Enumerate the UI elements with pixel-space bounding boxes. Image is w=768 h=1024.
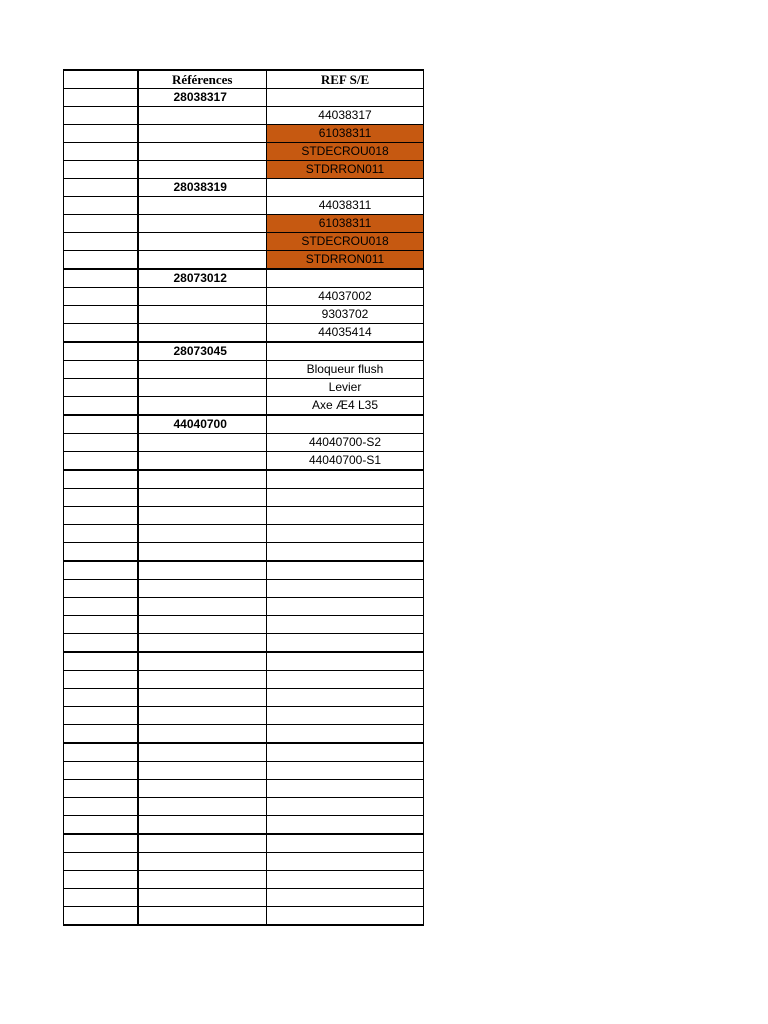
cell-index xyxy=(64,179,138,197)
cell-reference xyxy=(138,233,267,251)
table-row xyxy=(64,561,424,580)
cell-reference xyxy=(138,143,267,161)
table-row xyxy=(64,853,424,871)
cell-reference xyxy=(138,871,267,889)
cell-reference xyxy=(138,507,267,525)
cell-ref-se xyxy=(267,598,424,616)
cell-reference xyxy=(138,489,267,507)
cell-index xyxy=(64,324,138,343)
cell-index xyxy=(64,834,138,853)
cell-ref-se xyxy=(267,580,424,598)
table-row xyxy=(64,871,424,889)
table-row xyxy=(64,125,424,143)
table-row xyxy=(64,489,424,507)
cell-reference xyxy=(138,598,267,616)
cell-index xyxy=(64,598,138,616)
cell-index xyxy=(64,561,138,580)
cell-reference xyxy=(138,288,267,306)
table-row xyxy=(64,452,424,471)
cell-index xyxy=(64,762,138,780)
cell-index xyxy=(64,452,138,471)
cell-reference xyxy=(138,452,267,471)
table-row xyxy=(64,434,424,452)
cell-index xyxy=(64,871,138,889)
cell-ref-se xyxy=(267,269,424,288)
table-row xyxy=(64,743,424,762)
cell-ref-se xyxy=(267,561,424,580)
table-row xyxy=(64,215,424,233)
cell-index xyxy=(64,215,138,233)
cell-index xyxy=(64,907,138,926)
table-row xyxy=(64,671,424,689)
cell-reference: 44040700 xyxy=(138,415,267,434)
table-row xyxy=(64,324,424,343)
cell-ref-se: STDRRON011 xyxy=(267,161,424,179)
cell-ref-se: 44040700-S1 xyxy=(267,452,424,471)
cell-index xyxy=(64,197,138,215)
cell-index xyxy=(64,397,138,416)
table-row xyxy=(64,342,424,361)
cell-index xyxy=(64,616,138,634)
cell-ref-se xyxy=(267,762,424,780)
cell-ref-se xyxy=(267,798,424,816)
cell-reference xyxy=(138,525,267,543)
table-row xyxy=(64,525,424,543)
table-row xyxy=(64,470,424,489)
table-row xyxy=(64,288,424,306)
cell-ref-se xyxy=(267,871,424,889)
cell-ref-se xyxy=(267,907,424,926)
cell-ref-se xyxy=(267,707,424,725)
table-row xyxy=(64,197,424,215)
table-row xyxy=(64,397,424,416)
header-cell-ref-se: REF S/E xyxy=(267,70,424,89)
cell-index xyxy=(64,107,138,125)
header-cell-blank xyxy=(64,70,138,89)
cell-reference: 28073012 xyxy=(138,269,267,288)
cell-ref-se: 61038311 xyxy=(267,215,424,233)
cell-index xyxy=(64,543,138,562)
cell-reference: 28038319 xyxy=(138,179,267,197)
cell-ref-se: Bloqueur flush xyxy=(267,361,424,379)
table-row xyxy=(64,233,424,251)
table-row xyxy=(64,415,424,434)
cell-reference xyxy=(138,616,267,634)
cell-reference xyxy=(138,561,267,580)
cell-ref-se: 9303702 xyxy=(267,306,424,324)
cell-ref-se xyxy=(267,525,424,543)
table-row xyxy=(64,707,424,725)
cell-ref-se: STDRRON011 xyxy=(267,251,424,270)
cell-reference xyxy=(138,324,267,343)
cell-ref-se xyxy=(267,543,424,562)
table-row xyxy=(64,543,424,562)
cell-reference xyxy=(138,125,267,143)
cell-reference xyxy=(138,379,267,397)
table-row xyxy=(64,634,424,653)
cell-reference: 28073045 xyxy=(138,342,267,361)
table-row xyxy=(64,816,424,835)
cell-ref-se xyxy=(267,816,424,835)
cell-index xyxy=(64,306,138,324)
cell-index xyxy=(64,816,138,835)
table-row xyxy=(64,361,424,379)
table-row xyxy=(64,379,424,397)
cell-index xyxy=(64,342,138,361)
cell-ref-se xyxy=(267,415,424,434)
table-body xyxy=(64,70,424,925)
cell-reference xyxy=(138,671,267,689)
table-row xyxy=(64,798,424,816)
cell-ref-se xyxy=(267,634,424,653)
table-row xyxy=(64,652,424,671)
cell-reference xyxy=(138,251,267,270)
table-row xyxy=(64,580,424,598)
cell-index xyxy=(64,125,138,143)
cell-reference xyxy=(138,689,267,707)
cell-reference xyxy=(138,470,267,489)
cell-ref-se xyxy=(267,834,424,853)
cell-index xyxy=(64,652,138,671)
cell-ref-se xyxy=(267,689,424,707)
cell-ref-se xyxy=(267,889,424,907)
cell-ref-se: 44038317 xyxy=(267,107,424,125)
table-row xyxy=(64,907,424,926)
cell-ref-se xyxy=(267,780,424,798)
cell-index xyxy=(64,434,138,452)
header-row xyxy=(64,70,424,89)
cell-reference xyxy=(138,853,267,871)
cell-reference xyxy=(138,107,267,125)
cell-ref-se: 61038311 xyxy=(267,125,424,143)
references-table xyxy=(63,69,424,926)
cell-ref-se xyxy=(267,725,424,744)
cell-ref-se: 44038311 xyxy=(267,197,424,215)
cell-index xyxy=(64,634,138,653)
cell-reference xyxy=(138,543,267,562)
cell-reference xyxy=(138,634,267,653)
cell-ref-se xyxy=(267,652,424,671)
cell-ref-se: STDECROU018 xyxy=(267,233,424,251)
cell-ref-se xyxy=(267,489,424,507)
cell-reference xyxy=(138,743,267,762)
cell-ref-se: 44035414 xyxy=(267,324,424,343)
cell-reference xyxy=(138,434,267,452)
cell-reference xyxy=(138,725,267,744)
cell-reference xyxy=(138,161,267,179)
table-row xyxy=(64,616,424,634)
cell-reference xyxy=(138,889,267,907)
cell-index xyxy=(64,580,138,598)
cell-ref-se xyxy=(267,853,424,871)
cell-index xyxy=(64,525,138,543)
cell-index xyxy=(64,489,138,507)
cell-ref-se: Axe Æ4 L35 xyxy=(267,397,424,416)
table-row xyxy=(64,762,424,780)
cell-index xyxy=(64,507,138,525)
cell-reference xyxy=(138,780,267,798)
cell-reference xyxy=(138,197,267,215)
cell-index xyxy=(64,251,138,270)
table-row xyxy=(64,269,424,288)
table-row xyxy=(64,725,424,744)
cell-index xyxy=(64,415,138,434)
table-row xyxy=(64,507,424,525)
cell-index xyxy=(64,743,138,762)
cell-ref-se xyxy=(267,89,424,107)
cell-index xyxy=(64,161,138,179)
cell-index xyxy=(64,689,138,707)
table-row xyxy=(64,306,424,324)
cell-ref-se xyxy=(267,342,424,361)
table-row xyxy=(64,251,424,270)
table-row xyxy=(64,107,424,125)
cell-index xyxy=(64,233,138,251)
cell-reference xyxy=(138,907,267,926)
cell-reference xyxy=(138,834,267,853)
cell-ref-se: 44037002 xyxy=(267,288,424,306)
table-row xyxy=(64,179,424,197)
cell-index xyxy=(64,470,138,489)
table-row xyxy=(64,89,424,107)
cell-reference xyxy=(138,762,267,780)
table-row xyxy=(64,889,424,907)
cell-ref-se xyxy=(267,671,424,689)
cell-reference xyxy=(138,580,267,598)
table-row xyxy=(64,834,424,853)
table-row xyxy=(64,598,424,616)
table-row xyxy=(64,780,424,798)
table-row xyxy=(64,143,424,161)
table-row xyxy=(64,161,424,179)
cell-ref-se: STDECROU018 xyxy=(267,143,424,161)
cell-ref-se xyxy=(267,470,424,489)
cell-index xyxy=(64,707,138,725)
cell-reference xyxy=(138,306,267,324)
cell-index xyxy=(64,361,138,379)
cell-index xyxy=(64,89,138,107)
cell-reference xyxy=(138,361,267,379)
cell-reference xyxy=(138,707,267,725)
table-row xyxy=(64,689,424,707)
cell-reference xyxy=(138,652,267,671)
cell-reference xyxy=(138,816,267,835)
cell-index xyxy=(64,379,138,397)
cell-index xyxy=(64,798,138,816)
cell-ref-se xyxy=(267,616,424,634)
cell-index xyxy=(64,853,138,871)
header-cell-references: Références xyxy=(138,70,267,89)
cell-ref-se: 44040700-S2 xyxy=(267,434,424,452)
cell-ref-se xyxy=(267,743,424,762)
cell-index xyxy=(64,269,138,288)
cell-ref-se: Levier xyxy=(267,379,424,397)
cell-index xyxy=(64,288,138,306)
cell-reference xyxy=(138,798,267,816)
cell-reference: 28038317 xyxy=(138,89,267,107)
cell-index xyxy=(64,671,138,689)
cell-index xyxy=(64,780,138,798)
cell-ref-se xyxy=(267,179,424,197)
cell-index xyxy=(64,889,138,907)
cell-index xyxy=(64,143,138,161)
cell-reference xyxy=(138,215,267,233)
cell-index xyxy=(64,725,138,744)
cell-reference xyxy=(138,397,267,416)
cell-ref-se xyxy=(267,507,424,525)
